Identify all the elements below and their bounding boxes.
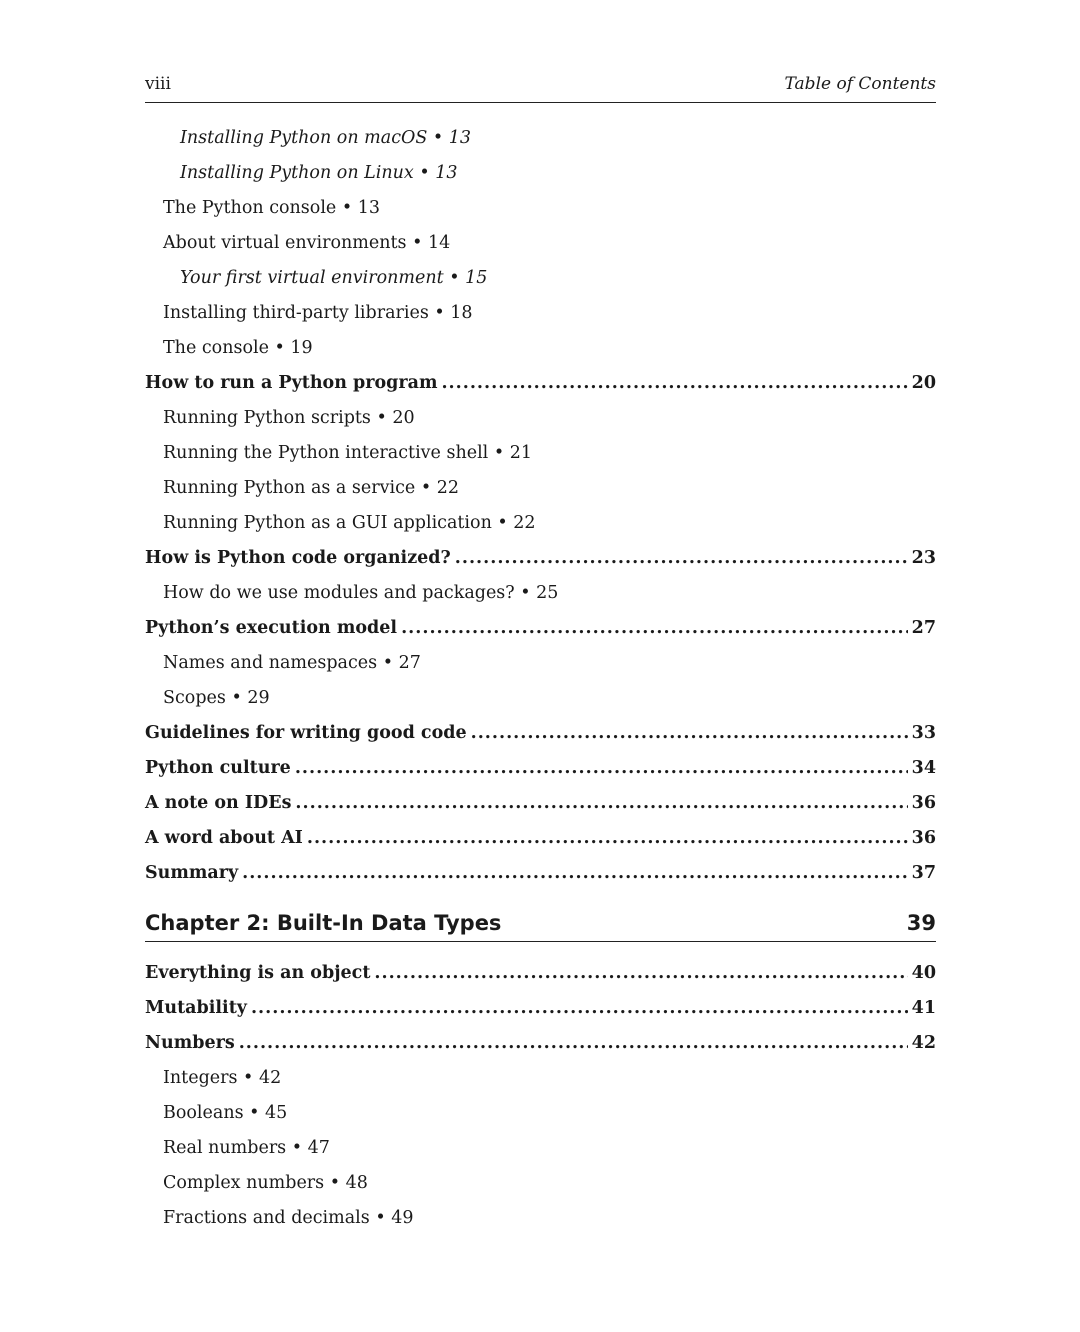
bullet-separator: • — [336, 198, 358, 218]
bullet-separator: • — [488, 443, 510, 463]
toc-entry-title[interactable]: How is Python code organized? — [145, 548, 451, 568]
bullet-separator: • — [514, 583, 537, 603]
toc-entry-title[interactable]: Fractions and decimals — [163, 1208, 370, 1228]
toc-entry-page: 13 — [357, 198, 381, 218]
toc-subsection-entry[interactable] — [145, 646, 936, 681]
dot-leader — [242, 856, 908, 891]
toc-entry-title[interactable]: Running the Python interactive shell — [163, 443, 489, 463]
toc-entry-page: 21 — [509, 443, 533, 463]
toc-entry-title[interactable]: A note on IDEs — [145, 793, 292, 813]
toc-entry-page: 34 — [911, 758, 936, 778]
bullet-separator: • — [370, 408, 393, 428]
toc-section-entry[interactable] — [145, 786, 936, 821]
toc-entry-page: 18 — [450, 303, 473, 323]
chapter-heading[interactable] — [145, 905, 936, 942]
toc-entry-title[interactable]: Scopes — [163, 688, 226, 708]
toc-subsection-entry[interactable] — [145, 1131, 936, 1166]
toc-section-entry[interactable] — [145, 821, 936, 856]
toc-entry-page: 20 — [392, 408, 415, 428]
toc-entry-title[interactable]: Your first virtual environment — [180, 268, 444, 288]
toc-entry-page: 27 — [398, 653, 421, 673]
toc-subsection-entry[interactable] — [145, 1061, 936, 1096]
toc-entry-page: 37 — [911, 863, 936, 883]
toc-section-entry[interactable] — [145, 751, 936, 786]
toc-entry-title[interactable]: Numbers — [145, 1033, 235, 1053]
toc-entry-page: 19 — [290, 338, 313, 358]
bullet-separator: • — [225, 688, 248, 708]
bullet-separator: • — [268, 338, 291, 358]
toc-section-chapter-1 — [145, 121, 936, 891]
toc-section-entry[interactable] — [145, 956, 936, 991]
toc-entry-page: 45 — [265, 1103, 288, 1123]
toc-entry-page: 22 — [513, 513, 536, 533]
toc-entry-title[interactable]: Installing Python on Linux — [180, 163, 414, 183]
bullet-separator: • — [413, 163, 436, 183]
toc-subsection-entry[interactable] — [145, 401, 936, 436]
toc-entry-title[interactable]: About virtual environments — [163, 233, 407, 253]
dot-leader — [374, 956, 907, 991]
toc-subsection-entry[interactable] — [145, 681, 936, 716]
toc-entry-title[interactable]: Everything is an object — [145, 963, 371, 983]
toc-entry-title[interactable]: How do we use modules and packages? — [163, 583, 515, 603]
page-number: viii — [145, 74, 171, 94]
toc-entry-title[interactable]: Running Python as a GUI application — [163, 513, 492, 533]
toc-entry-title[interactable]: Mutability — [145, 998, 247, 1018]
bullet-separator: • — [427, 128, 449, 148]
toc-section-entry[interactable] — [145, 716, 936, 751]
toc-subsection-entry[interactable] — [145, 296, 936, 331]
toc-entry-page: 42 — [258, 1068, 282, 1088]
toc-subsection-entry[interactable] — [145, 576, 936, 611]
bullet-separator: • — [443, 268, 466, 288]
toc-entry-page: 22 — [436, 478, 460, 498]
toc-entry-page: 41 — [911, 998, 936, 1018]
chapter-title[interactable]: Chapter 2: Built-In Data Types — [145, 911, 502, 935]
toc-entry-page: 27 — [911, 618, 936, 638]
toc-subsection-entry[interactable] — [145, 331, 936, 366]
bullet-separator: • — [237, 1068, 259, 1088]
toc-entry-title[interactable]: How to run a Python program — [145, 373, 438, 393]
toc-entry-page: 48 — [345, 1173, 368, 1193]
dot-leader — [295, 786, 907, 821]
toc-entry-title[interactable]: A word about AI — [145, 828, 303, 848]
toc-entry-title[interactable]: Complex numbers — [163, 1173, 325, 1193]
toc-entry-title[interactable]: Running Python scripts — [163, 408, 371, 428]
bullet-separator: • — [243, 1103, 266, 1123]
dot-leader — [295, 751, 908, 786]
toc-entry-title[interactable]: Python’s execution model — [145, 618, 398, 638]
bullet-separator: • — [428, 303, 451, 323]
toc-entry-page: 47 — [307, 1138, 330, 1158]
toc-entry-page: 40 — [911, 963, 936, 983]
dot-leader — [307, 821, 908, 856]
dot-leader — [239, 1026, 908, 1061]
toc-entry-title[interactable]: Installing third-party libraries — [163, 303, 429, 323]
toc-subsection-entry[interactable] — [145, 436, 936, 471]
dot-leader — [441, 366, 907, 401]
bullet-separator: • — [406, 233, 428, 253]
toc-entry-title[interactable]: Guidelines for writing good code — [145, 723, 467, 743]
toc-entry-page: 36 — [911, 828, 936, 848]
toc-entry-page: 33 — [911, 723, 936, 743]
toc-entry-title[interactable]: Integers — [163, 1068, 238, 1088]
toc-section-entry[interactable] — [145, 991, 936, 1026]
bullet-separator: • — [369, 1208, 392, 1228]
running-title: Table of Contents — [784, 74, 936, 94]
toc-entry-title[interactable]: The console — [163, 338, 269, 358]
toc-section-chapter-2 — [145, 956, 936, 1236]
toc-entry-title[interactable]: Summary — [145, 863, 239, 883]
page-header — [145, 70, 936, 103]
toc-entry-page: 13 — [435, 163, 458, 183]
toc-section-entry[interactable] — [145, 541, 936, 576]
toc-subsubsection-entry[interactable] — [145, 121, 936, 156]
toc-entry-page: 20 — [911, 373, 936, 393]
toc-subsection-entry[interactable] — [145, 1201, 936, 1236]
dot-leader — [251, 991, 908, 1026]
toc-entry-page: 49 — [391, 1208, 414, 1228]
dot-leader — [455, 541, 908, 576]
toc-entry-title[interactable]: The Python console — [163, 198, 337, 218]
toc-entry-title[interactable]: Real numbers — [163, 1138, 287, 1158]
toc-entry-title[interactable]: Names and namespaces — [163, 653, 378, 673]
toc-section-entry[interactable] — [145, 611, 936, 646]
bullet-separator: • — [324, 1173, 346, 1193]
toc-entry-page: 13 — [448, 128, 472, 148]
toc-entry-page: 36 — [911, 793, 936, 813]
toc-entry-title[interactable]: Python culture — [145, 758, 291, 778]
dot-leader — [471, 716, 908, 751]
toc-subsubsection-entry[interactable] — [145, 156, 936, 191]
bullet-separator: • — [286, 1138, 308, 1158]
toc-entry-page: 42 — [911, 1033, 936, 1053]
toc-entry-page: 14 — [427, 233, 451, 253]
toc-section-entry[interactable] — [145, 856, 936, 891]
toc-entry-title[interactable]: Booleans — [163, 1103, 244, 1123]
toc-section-entry[interactable] — [145, 1026, 936, 1061]
toc-subsection-entry[interactable] — [145, 1166, 936, 1201]
toc-entry-page: 15 — [465, 268, 488, 288]
toc-entry-page: 29 — [247, 688, 270, 708]
toc-subsubsection-entry[interactable] — [145, 261, 936, 296]
toc-section-entry[interactable] — [145, 366, 936, 401]
dot-leader — [401, 611, 908, 646]
toc-subsection-entry[interactable] — [145, 191, 936, 226]
chapter-page: 39 — [906, 911, 936, 935]
bullet-separator: • — [377, 653, 399, 673]
toc-entry-page: 25 — [536, 583, 559, 603]
toc-entry-title[interactable]: Installing Python on macOS — [180, 128, 428, 148]
toc-entry-page: 23 — [911, 548, 936, 568]
toc-subsection-entry[interactable] — [145, 226, 936, 261]
toc-subsection-entry[interactable] — [145, 471, 936, 506]
toc-subsection-entry[interactable] — [145, 506, 936, 541]
bullet-separator: • — [491, 513, 514, 533]
bullet-separator: • — [415, 478, 437, 498]
toc-subsection-entry[interactable] — [145, 1096, 936, 1131]
toc-entry-title[interactable]: Running Python as a service — [163, 478, 416, 498]
